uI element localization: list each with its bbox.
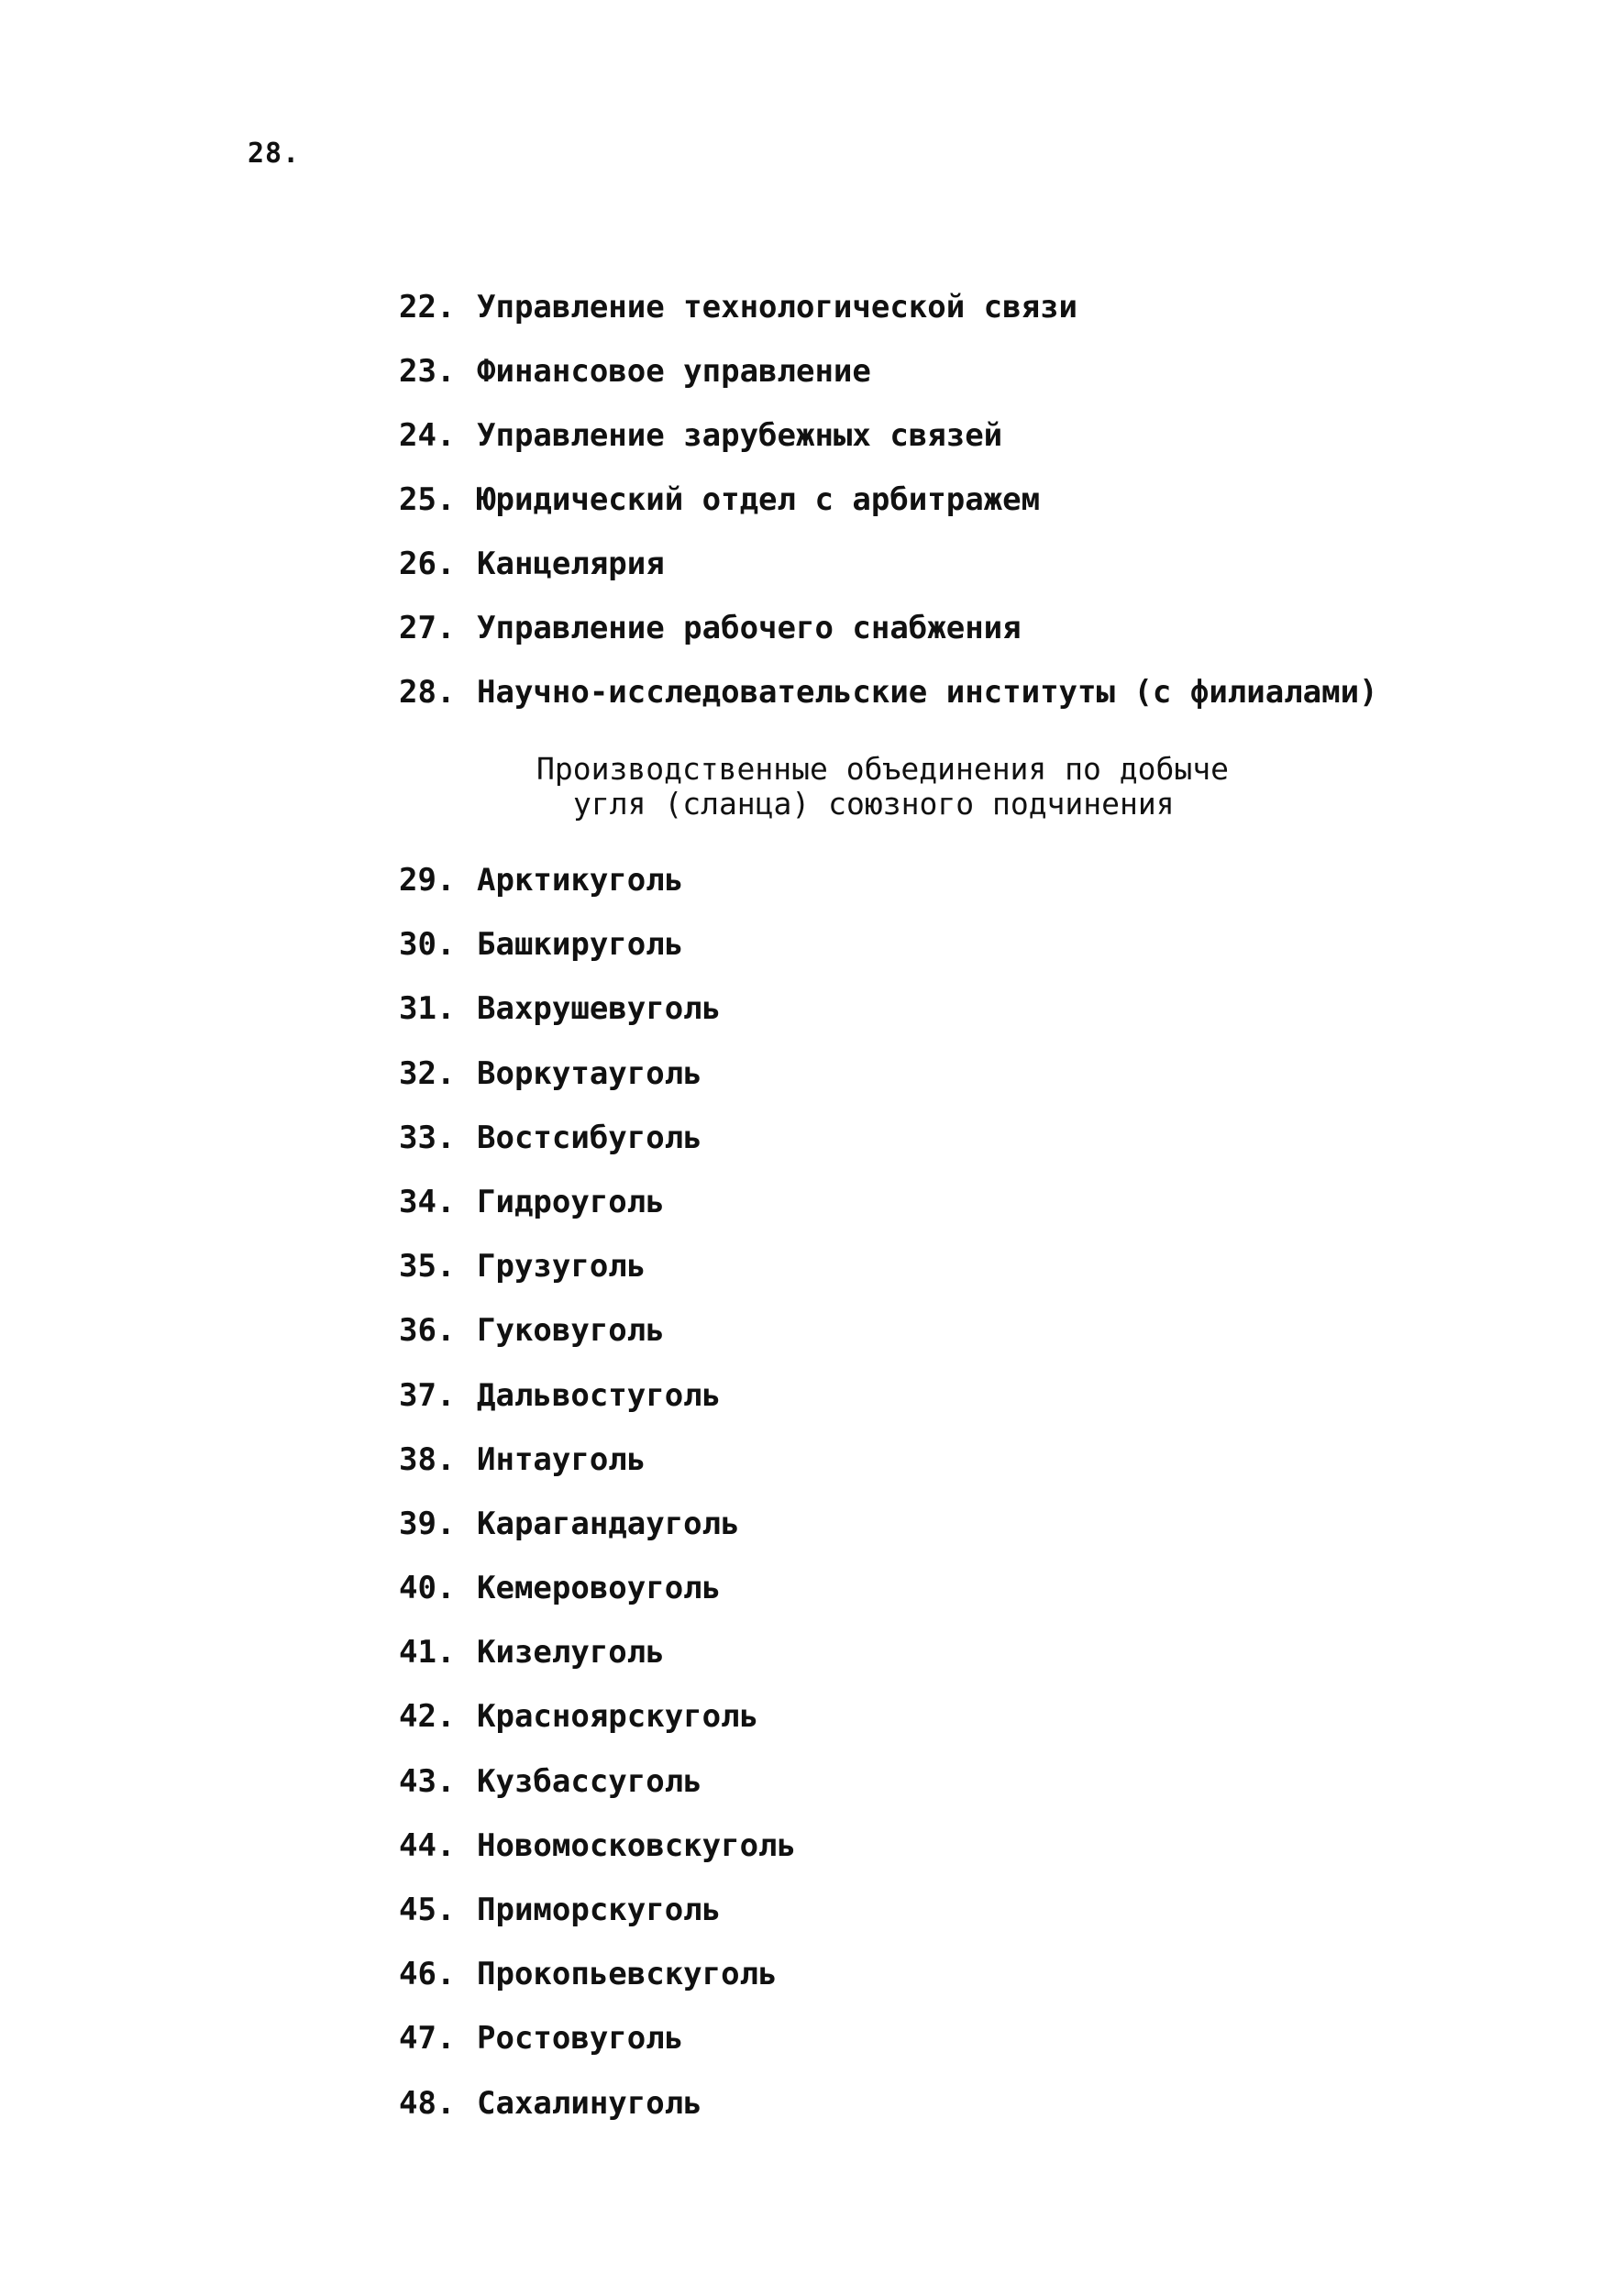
organization-list-top <box>399 289 1378 738</box>
item-number: 26. <box>399 546 456 582</box>
list-item <box>399 1248 796 1312</box>
item-label: Гидроуголь <box>477 1183 665 1220</box>
list-item <box>399 610 1378 674</box>
item-label: Новомосковскуголь <box>477 1826 796 1864</box>
item-number: 41. <box>399 1634 456 1672</box>
list-item <box>399 674 1378 738</box>
item-label: Управление зарубежных связей <box>477 417 1003 454</box>
item-number: 30. <box>399 926 456 964</box>
item-label: Интауголь <box>477 1440 646 1478</box>
list-item <box>399 1892 796 1956</box>
section-heading-line-2: угля (сланца) союзного подчинения <box>573 786 1175 822</box>
list-item <box>399 862 796 926</box>
item-number: 34. <box>399 1183 456 1220</box>
section-heading <box>514 752 1275 822</box>
item-number: 33. <box>399 1119 456 1156</box>
item-number: 40. <box>399 1570 456 1607</box>
item-label: Карагандауголь <box>477 1505 740 1542</box>
item-label: Воркутауголь <box>477 1054 702 1092</box>
list-item <box>399 481 1378 546</box>
list-item <box>399 1827 796 1892</box>
item-label: Башкируголь <box>477 926 684 964</box>
item-number: 22. <box>399 289 456 326</box>
list-item <box>399 417 1378 481</box>
item-label: Юридический отдел с арбитражем <box>477 481 1041 518</box>
list-item <box>399 990 796 1054</box>
list-item <box>399 1763 796 1827</box>
list-item <box>399 1634 796 1698</box>
item-label: Гуковуголь <box>477 1312 665 1350</box>
list-item <box>399 1956 796 2020</box>
list-item <box>399 546 1378 610</box>
list-item <box>399 1570 796 1634</box>
section-heading-line-1: Производственные объединения по добыче <box>536 751 1229 787</box>
item-number: 36. <box>399 1312 456 1350</box>
item-label: Грузуголь <box>477 1248 646 1285</box>
item-number: 32. <box>399 1054 456 1092</box>
item-label: Дальвостуголь <box>477 1376 722 1414</box>
item-number: 28. <box>399 674 456 711</box>
item-label: Научно-исследовательские институты (с филиалами) <box>477 674 1378 711</box>
page-number: 28. <box>248 138 301 170</box>
item-label: Арктикуголь <box>477 862 684 899</box>
item-number: 25. <box>399 481 456 518</box>
item-label: Управление технологической связи <box>477 289 1078 326</box>
item-label: Приморскуголь <box>477 1892 722 1928</box>
item-label: Финансовое управление <box>477 353 871 390</box>
list-item <box>399 1377 796 1441</box>
item-number: 48. <box>399 2084 456 2122</box>
list-item <box>399 1506 796 1570</box>
list-item <box>399 1055 796 1120</box>
item-label: Востсибуголь <box>477 1119 702 1156</box>
item-number: 43. <box>399 1762 456 1800</box>
item-label: Кузбассуголь <box>477 1762 702 1800</box>
item-number: 27. <box>399 610 456 646</box>
item-label: Сахалинуголь <box>477 2084 702 2122</box>
list-item <box>399 926 796 990</box>
list-item <box>399 353 1378 417</box>
item-number: 42. <box>399 1698 456 1736</box>
item-number: 31. <box>399 990 456 1028</box>
organization-list-bottom <box>399 862 796 2149</box>
item-number: 29. <box>399 862 456 899</box>
item-number: 39. <box>399 1505 456 1542</box>
list-item <box>399 1120 796 1184</box>
list-item <box>399 2085 796 2149</box>
list-item <box>399 1184 796 1248</box>
item-number: 46. <box>399 1956 456 1993</box>
item-label: Ростовуголь <box>477 2020 684 2058</box>
list-item <box>399 1312 796 1376</box>
item-number: 35. <box>399 1248 456 1285</box>
item-number: 24. <box>399 417 456 454</box>
item-number: 47. <box>399 2020 456 2058</box>
item-label: Кемеровоуголь <box>477 1570 722 1607</box>
item-label: Вахрушевуголь <box>477 990 722 1028</box>
list-item <box>399 1441 796 1506</box>
item-label: Кизелуголь <box>477 1634 665 1672</box>
item-label: Канцелярия <box>477 546 665 582</box>
item-label: Управление рабочего снабжения <box>477 610 1022 646</box>
list-item <box>399 2020 796 2084</box>
item-label: Прокопьевскуголь <box>477 1956 778 1993</box>
item-label: Красноярскуголь <box>477 1698 759 1736</box>
item-number: 37. <box>399 1376 456 1414</box>
list-item <box>399 289 1378 353</box>
item-number: 23. <box>399 353 456 390</box>
item-number: 45. <box>399 1892 456 1928</box>
item-number: 44. <box>399 1826 456 1864</box>
list-item <box>399 1698 796 1762</box>
item-number: 38. <box>399 1440 456 1478</box>
